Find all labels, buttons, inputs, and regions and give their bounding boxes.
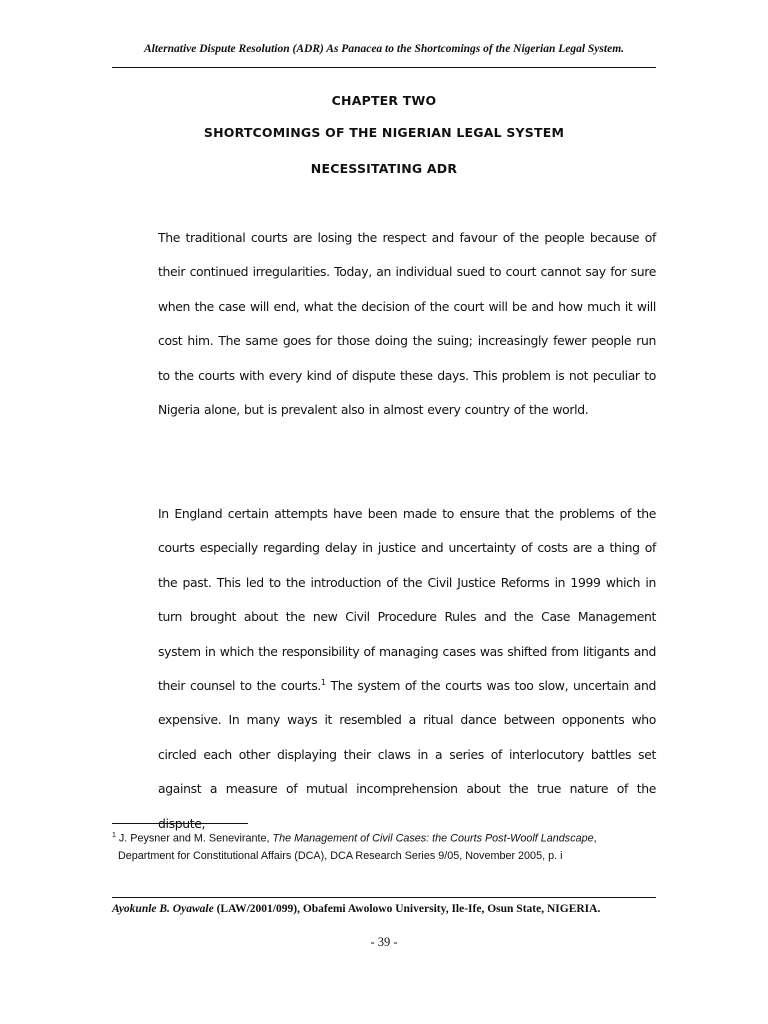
footnote-punctuation: , — [593, 832, 597, 845]
footnote-work-title: The Management of Civil Cases: the Courts Post-Woolf Landscape — [272, 832, 594, 845]
paragraph-2-text-a: In England certain attempts have been made to ensure that the problems of the courts especially regarding delay in justice and uncertainty of costs are a thing of the past. This led to the introduction of the Civil Justice Reforms in 1999 which in turn brought about the new Civil Procedure Rules and the Case Management system in which the responsibility of managing cases was shifted from litigants and their counsel to the courts. — [158, 506, 656, 694]
running-header: Alternative Dispute Resolution (ADR) As Panacea to the Shortcomings of the Nigerian Legal System. — [143, 43, 625, 55]
footer-author: Ayokunle B. Oyawale — [112, 903, 214, 915]
chapter-title-line1: SHORTCOMINGS OF THE NIGERIAN LEGAL SYSTEM — [203, 125, 565, 140]
footnote-publisher: Department for Constitutional Affairs (DCA), DCA Research Series 9/05, November 2005, p. i — [118, 849, 563, 862]
body-paragraph-2 — [158, 497, 656, 841]
footnote-separator — [112, 823, 248, 824]
footer-rule — [112, 897, 656, 898]
page-number: - 39 - — [370, 935, 398, 949]
footnote — [112, 827, 656, 865]
footnote-marker: 1 — [112, 832, 116, 839]
header-rule — [112, 67, 656, 68]
chapter-title-line2: NECESSITATING ADR — [310, 161, 458, 176]
body-paragraph-1: The traditional courts are losing the respect and favour of the people because of their continued irregularities. Today, an individual sued to court cannot say for sure when the case will end, what the decision of the court will be and how much it will cost him. The same goes for those doing the suing; increasingly fewer people run to the courts with every kind of dispute these days. This problem is not peculiar to Nigeria alone, but is prevalent also in almost every country of the world. — [158, 230, 656, 418]
chapter-number: CHAPTER TWO — [331, 93, 437, 108]
running-footer — [112, 903, 656, 915]
paragraph-2-text-b: The system of the courts was too slow, uncertain and expensive. In many ways it resembled a ritual dance between opponents who circled each other displaying their claws in a series of interlocutory battles set against a measure of mutual incomprehension about the true nature of the dispute, — [158, 678, 656, 831]
footer-details: (LAW/2001/099), Obafemi Awolowo University, Ile-Ife, Osun State, NIGERIA. — [213, 903, 601, 915]
footnote-authors: J. Peysner and M. Senevirante, — [115, 832, 273, 845]
footnote-reference: 1 — [320, 677, 326, 687]
